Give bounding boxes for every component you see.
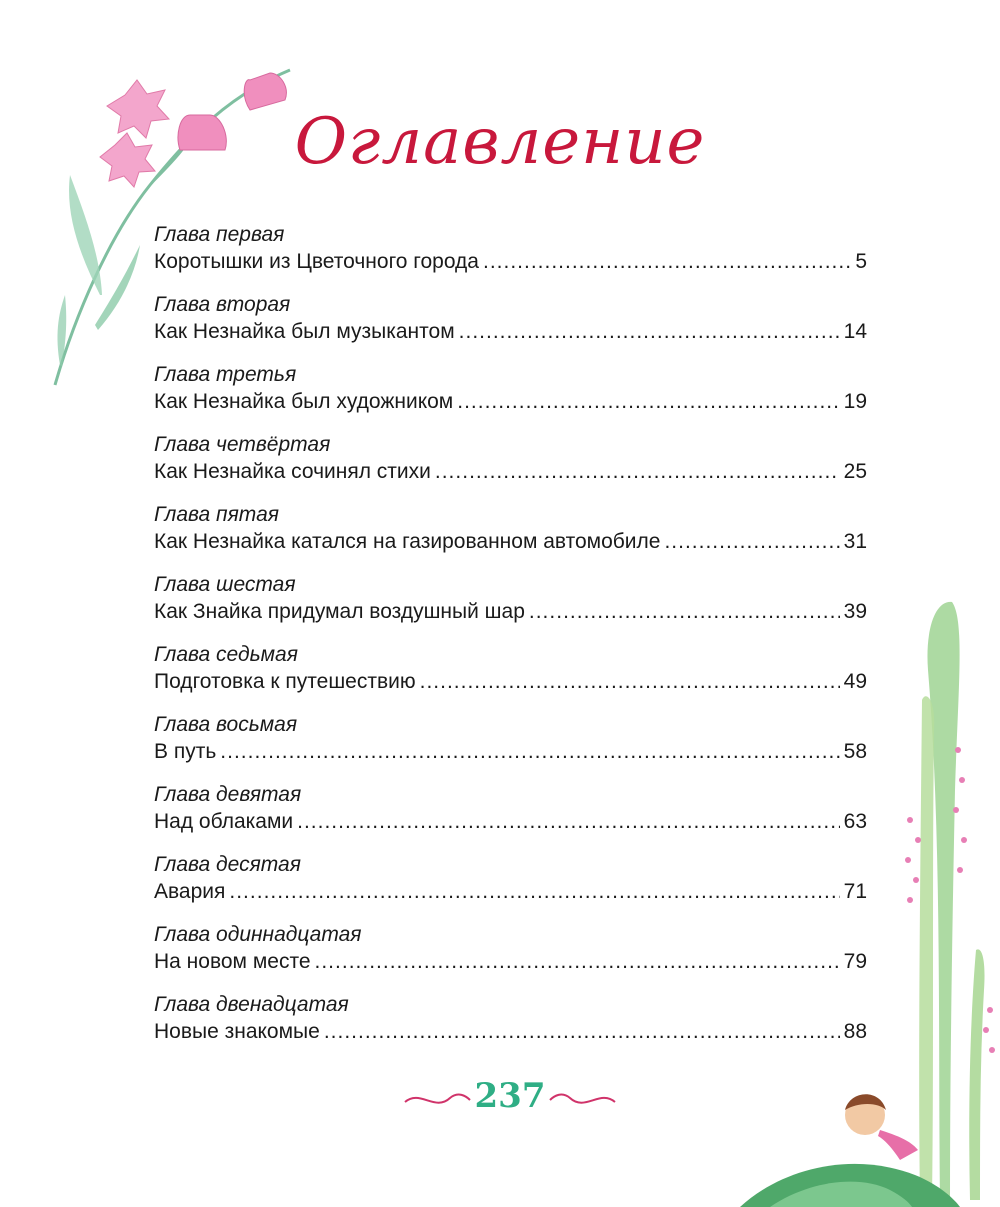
chapter-title: Как Знайка придумал воздушный шар [154, 600, 525, 623]
chapter-label: Глава восьмая [154, 713, 298, 736]
toc-entry[interactable] [154, 502, 867, 572]
toc-row [154, 948, 867, 976]
chapter-label: Глава вторая [154, 293, 291, 316]
dot-leader [420, 668, 840, 696]
chapter-label: Глава пятая [154, 503, 279, 526]
chapter-title: Новые знакомые [154, 1020, 320, 1043]
page-number: 49 [843, 670, 867, 693]
dot-leader [229, 878, 839, 906]
page-number: 14 [843, 320, 867, 343]
chapter-title: Подготовка к путешествию [154, 670, 416, 693]
toc-row [154, 388, 867, 416]
table-of-contents [154, 222, 867, 1062]
chapter-label: Глава третья [154, 363, 297, 386]
chapter-label: Глава одиннадцатая [154, 923, 362, 946]
chapter-label: Глава двенадцатая [154, 993, 349, 1016]
chapter-title: Как Незнайка катался на газированном автомобиле [154, 530, 661, 553]
toc-entry[interactable] [154, 222, 867, 292]
toc-entry[interactable] [154, 292, 867, 362]
page-number: 79 [843, 950, 867, 973]
chapter-title: В путь [154, 740, 217, 763]
page-number: 58 [843, 740, 867, 763]
chapter-title: Как Незнайка был музыкантом [154, 320, 455, 343]
chapter-title: Как Незнайка был художником [154, 390, 454, 413]
dot-leader [324, 1018, 840, 1046]
dot-leader [220, 738, 839, 766]
page-number: 19 [843, 390, 867, 413]
page-number: 31 [843, 530, 867, 553]
toc-entry[interactable] [154, 782, 867, 852]
toc-row [154, 808, 867, 836]
toc-row [154, 458, 867, 486]
dot-leader [459, 318, 840, 346]
toc-entry[interactable] [154, 992, 867, 1062]
toc-entry[interactable] [154, 642, 867, 712]
dot-leader [315, 948, 840, 976]
page-number: 88 [843, 1020, 867, 1043]
chapter-title: На новом месте [154, 950, 311, 973]
page-title: Оглавление [294, 105, 706, 179]
chapter-label: Глава шестая [154, 573, 296, 596]
chapter-label: Глава четвёртая [154, 433, 331, 456]
folio [400, 1074, 620, 1124]
toc-row [154, 528, 867, 556]
toc-entry[interactable] [154, 852, 867, 922]
toc-row [154, 668, 867, 696]
toc-row [154, 878, 867, 906]
page-number: 63 [843, 810, 867, 833]
toc-entry[interactable] [154, 362, 867, 432]
dot-leader [529, 598, 840, 626]
chapter-label: Глава седьмая [154, 643, 298, 666]
dot-leader [297, 808, 840, 836]
page-folio-number: 237 [474, 1076, 546, 1116]
toc-row [154, 1018, 867, 1046]
chapter-title: Авария [154, 880, 226, 903]
dot-leader [664, 528, 839, 556]
toc-entry[interactable] [154, 572, 867, 642]
dot-leader [483, 248, 851, 276]
page-number: 5 [855, 250, 867, 273]
chapter-title: Как Незнайка сочинял стихи [154, 460, 431, 483]
character-illustration [740, 1080, 1000, 1207]
chapter-title: Коротышки из Цветочного города [154, 250, 479, 273]
toc-row [154, 318, 867, 346]
chapter-label: Глава девятая [154, 783, 302, 806]
toc-entry[interactable] [154, 712, 867, 782]
toc-entry[interactable] [154, 922, 867, 992]
toc-row [154, 598, 867, 626]
toc-entry[interactable] [154, 432, 867, 502]
chapter-label: Глава десятая [154, 853, 301, 876]
page-number: 39 [843, 600, 867, 623]
page-number: 25 [843, 460, 867, 483]
chapter-label: Глава первая [154, 223, 285, 246]
toc-row [154, 248, 867, 276]
dot-leader [457, 388, 839, 416]
toc-row [154, 738, 867, 766]
chapter-title: Над облаками [154, 810, 294, 833]
page-number: 71 [843, 880, 867, 903]
dot-leader [435, 458, 840, 486]
